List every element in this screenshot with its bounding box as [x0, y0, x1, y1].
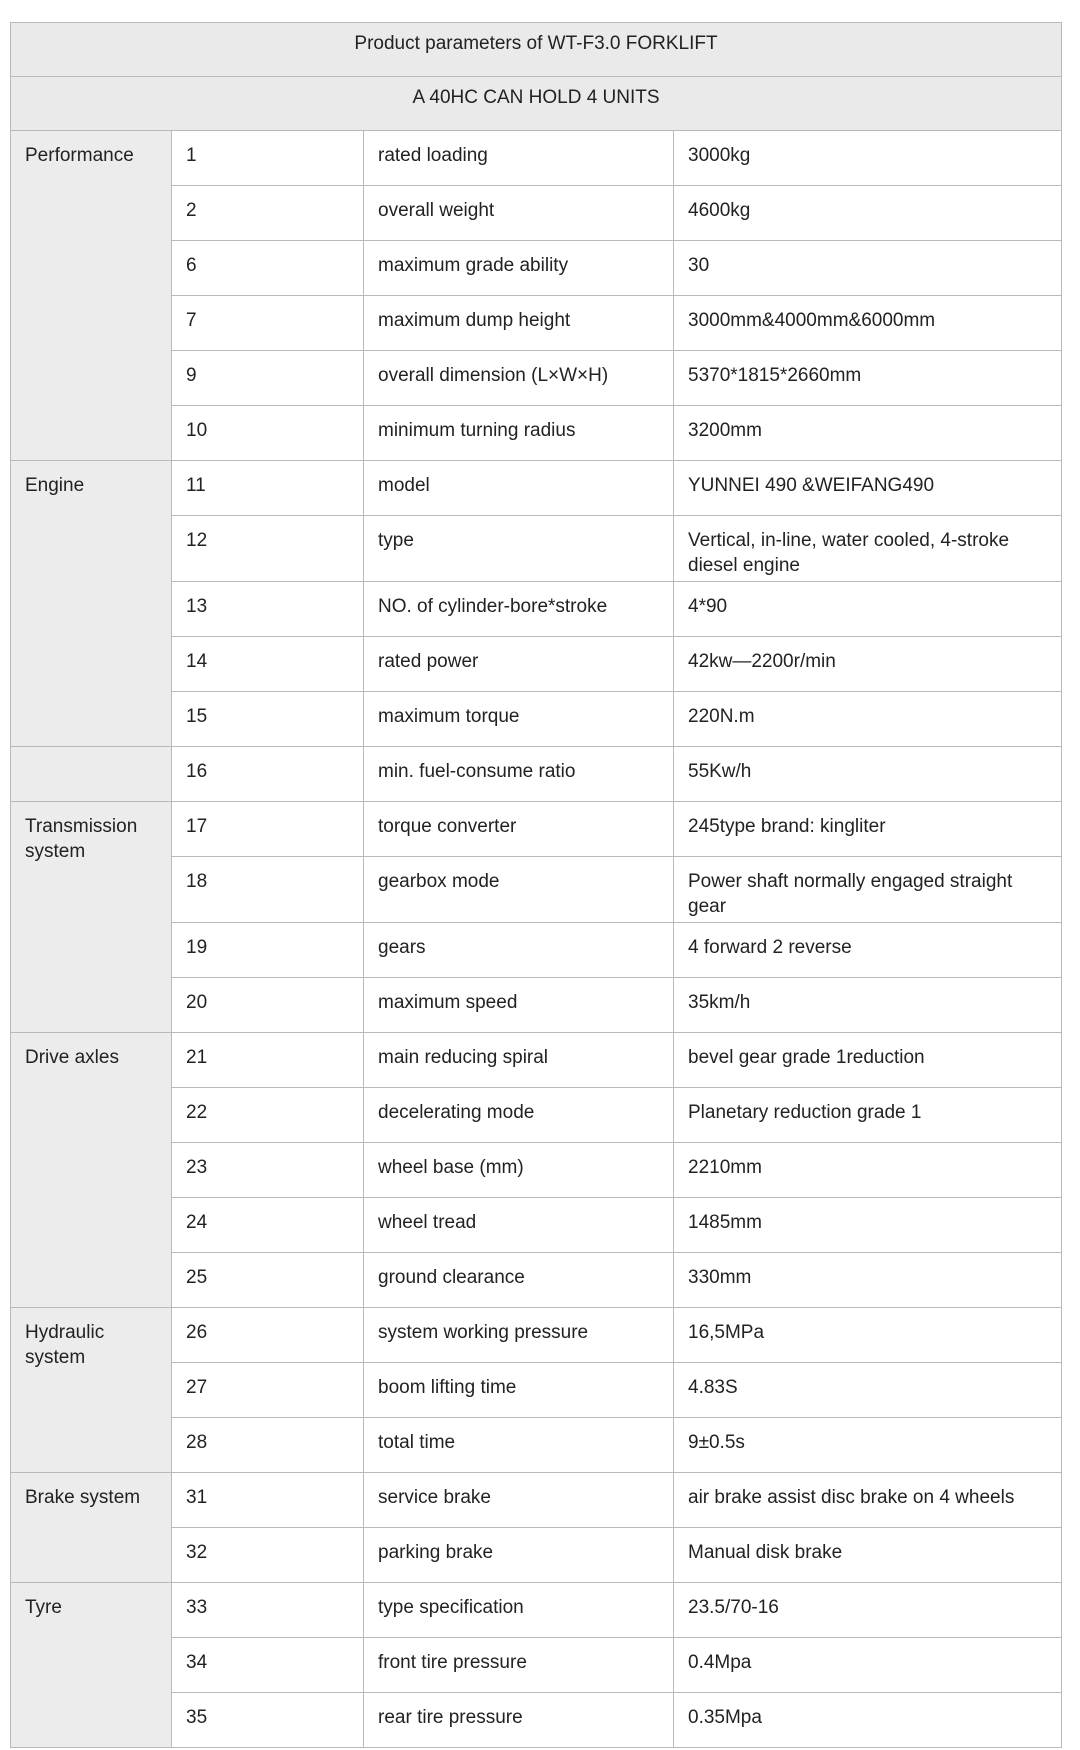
- parameter-cell: min. fuel-consume ratio: [364, 747, 674, 802]
- number-cell: 17: [172, 802, 364, 857]
- table-row: [11, 1033, 1062, 1088]
- category-cell: Hydraulic system: [11, 1308, 172, 1473]
- spec-table-container: [10, 22, 1062, 1748]
- value-cell: 42kw—2200r/min: [674, 637, 1062, 692]
- parameter-cell: total time: [364, 1418, 674, 1473]
- parameter-cell: decelerating mode: [364, 1088, 674, 1143]
- number-cell: 19: [172, 923, 364, 978]
- number-cell: 22: [172, 1088, 364, 1143]
- parameter-cell: type: [364, 516, 674, 582]
- table-subtitle: A 40HC CAN HOLD 4 UNITS: [11, 77, 1062, 131]
- number-cell: 25: [172, 1253, 364, 1308]
- number-cell: 31: [172, 1473, 364, 1528]
- value-cell: 0.35Mpa: [674, 1693, 1062, 1748]
- value-cell: 30: [674, 241, 1062, 296]
- value-cell: 4 forward 2 reverse: [674, 923, 1062, 978]
- parameter-cell: gears: [364, 923, 674, 978]
- number-cell: 14: [172, 637, 364, 692]
- parameter-cell: boom lifting time: [364, 1363, 674, 1418]
- value-cell: 220N.m: [674, 692, 1062, 747]
- table-row: [11, 802, 1062, 857]
- value-cell: 9±0.5s: [674, 1418, 1062, 1473]
- value-cell: Manual disk brake: [674, 1528, 1062, 1583]
- parameter-cell: type specification: [364, 1583, 674, 1638]
- parameter-cell: overall weight: [364, 186, 674, 241]
- category-cell: Tyre: [11, 1583, 172, 1748]
- number-cell: 15: [172, 692, 364, 747]
- value-cell: 3000mm&4000mm&6000mm: [674, 296, 1062, 351]
- number-cell: 6: [172, 241, 364, 296]
- value-cell: 5370*1815*2660mm: [674, 351, 1062, 406]
- number-cell: 16: [172, 747, 364, 802]
- parameter-cell: overall dimension (L×W×H): [364, 351, 674, 406]
- number-cell: 27: [172, 1363, 364, 1418]
- table-row: [11, 1473, 1062, 1528]
- parameter-cell: gearbox mode: [364, 857, 674, 923]
- number-cell: 20: [172, 978, 364, 1033]
- number-cell: 9: [172, 351, 364, 406]
- value-cell: 3000kg: [674, 131, 1062, 186]
- number-cell: 18: [172, 857, 364, 923]
- category-cell: [11, 747, 172, 802]
- number-cell: 2: [172, 186, 364, 241]
- number-cell: 24: [172, 1198, 364, 1253]
- parameter-cell: main reducing spiral: [364, 1033, 674, 1088]
- parameter-cell: maximum torque: [364, 692, 674, 747]
- number-cell: 26: [172, 1308, 364, 1363]
- table-row: [11, 461, 1062, 516]
- value-cell: 23.5/70-16: [674, 1583, 1062, 1638]
- table-row: [11, 747, 1062, 802]
- category-cell: Transmission system: [11, 802, 172, 1033]
- parameter-cell: wheel base (mm): [364, 1143, 674, 1198]
- parameter-cell: system working pressure: [364, 1308, 674, 1363]
- parameter-cell: NO. of cylinder-bore*stroke: [364, 582, 674, 637]
- value-cell: 4600kg: [674, 186, 1062, 241]
- value-cell: 2210mm: [674, 1143, 1062, 1198]
- value-cell: 55Kw/h: [674, 747, 1062, 802]
- parameter-cell: parking brake: [364, 1528, 674, 1583]
- spec-table: [10, 22, 1062, 1748]
- number-cell: 35: [172, 1693, 364, 1748]
- parameter-cell: maximum dump height: [364, 296, 674, 351]
- number-cell: 33: [172, 1583, 364, 1638]
- parameter-cell: wheel tread: [364, 1198, 674, 1253]
- parameter-cell: service brake: [364, 1473, 674, 1528]
- number-cell: 21: [172, 1033, 364, 1088]
- number-cell: 7: [172, 296, 364, 351]
- value-cell: Planetary reduction grade 1: [674, 1088, 1062, 1143]
- number-cell: 32: [172, 1528, 364, 1583]
- parameter-cell: ground clearance: [364, 1253, 674, 1308]
- number-cell: 11: [172, 461, 364, 516]
- parameter-cell: model: [364, 461, 674, 516]
- parameter-cell: maximum grade ability: [364, 241, 674, 296]
- value-cell: bevel gear grade 1reduction: [674, 1033, 1062, 1088]
- category-cell: Engine: [11, 461, 172, 747]
- value-cell: 330mm: [674, 1253, 1062, 1308]
- number-cell: 23: [172, 1143, 364, 1198]
- value-cell: YUNNEI 490 &WEIFANG490: [674, 461, 1062, 516]
- parameter-cell: rated power: [364, 637, 674, 692]
- value-cell: 0.4Mpa: [674, 1638, 1062, 1693]
- value-cell: 4.83S: [674, 1363, 1062, 1418]
- number-cell: 12: [172, 516, 364, 582]
- value-cell: 4*90: [674, 582, 1062, 637]
- parameter-cell: rated loading: [364, 131, 674, 186]
- value-cell: 16,5MPa: [674, 1308, 1062, 1363]
- number-cell: 10: [172, 406, 364, 461]
- number-cell: 28: [172, 1418, 364, 1473]
- table-row: [11, 1583, 1062, 1638]
- subtitle-row: [11, 77, 1062, 131]
- table-row: [11, 131, 1062, 186]
- title-row: [11, 23, 1062, 77]
- value-cell: 35km/h: [674, 978, 1062, 1033]
- value-cell: air brake assist disc brake on 4 wheels: [674, 1473, 1062, 1528]
- value-cell: 245type brand: kingliter: [674, 802, 1062, 857]
- table-title: Product parameters of WT-F3.0 FORKLIFT: [11, 23, 1062, 77]
- category-cell: Drive axles: [11, 1033, 172, 1308]
- value-cell: Power shaft normally engaged straight gear: [674, 857, 1062, 923]
- number-cell: 34: [172, 1638, 364, 1693]
- category-cell: Brake system: [11, 1473, 172, 1583]
- value-cell: Vertical, in-line, water cooled, 4-stroke diesel engine: [674, 516, 1062, 582]
- parameter-cell: front tire pressure: [364, 1638, 674, 1693]
- parameter-cell: rear tire pressure: [364, 1693, 674, 1748]
- parameter-cell: maximum speed: [364, 978, 674, 1033]
- value-cell: 3200mm: [674, 406, 1062, 461]
- number-cell: 13: [172, 582, 364, 637]
- parameter-cell: minimum turning radius: [364, 406, 674, 461]
- category-cell: Performance: [11, 131, 172, 461]
- value-cell: 1485mm: [674, 1198, 1062, 1253]
- table-row: [11, 1308, 1062, 1363]
- parameter-cell: torque converter: [364, 802, 674, 857]
- number-cell: 1: [172, 131, 364, 186]
